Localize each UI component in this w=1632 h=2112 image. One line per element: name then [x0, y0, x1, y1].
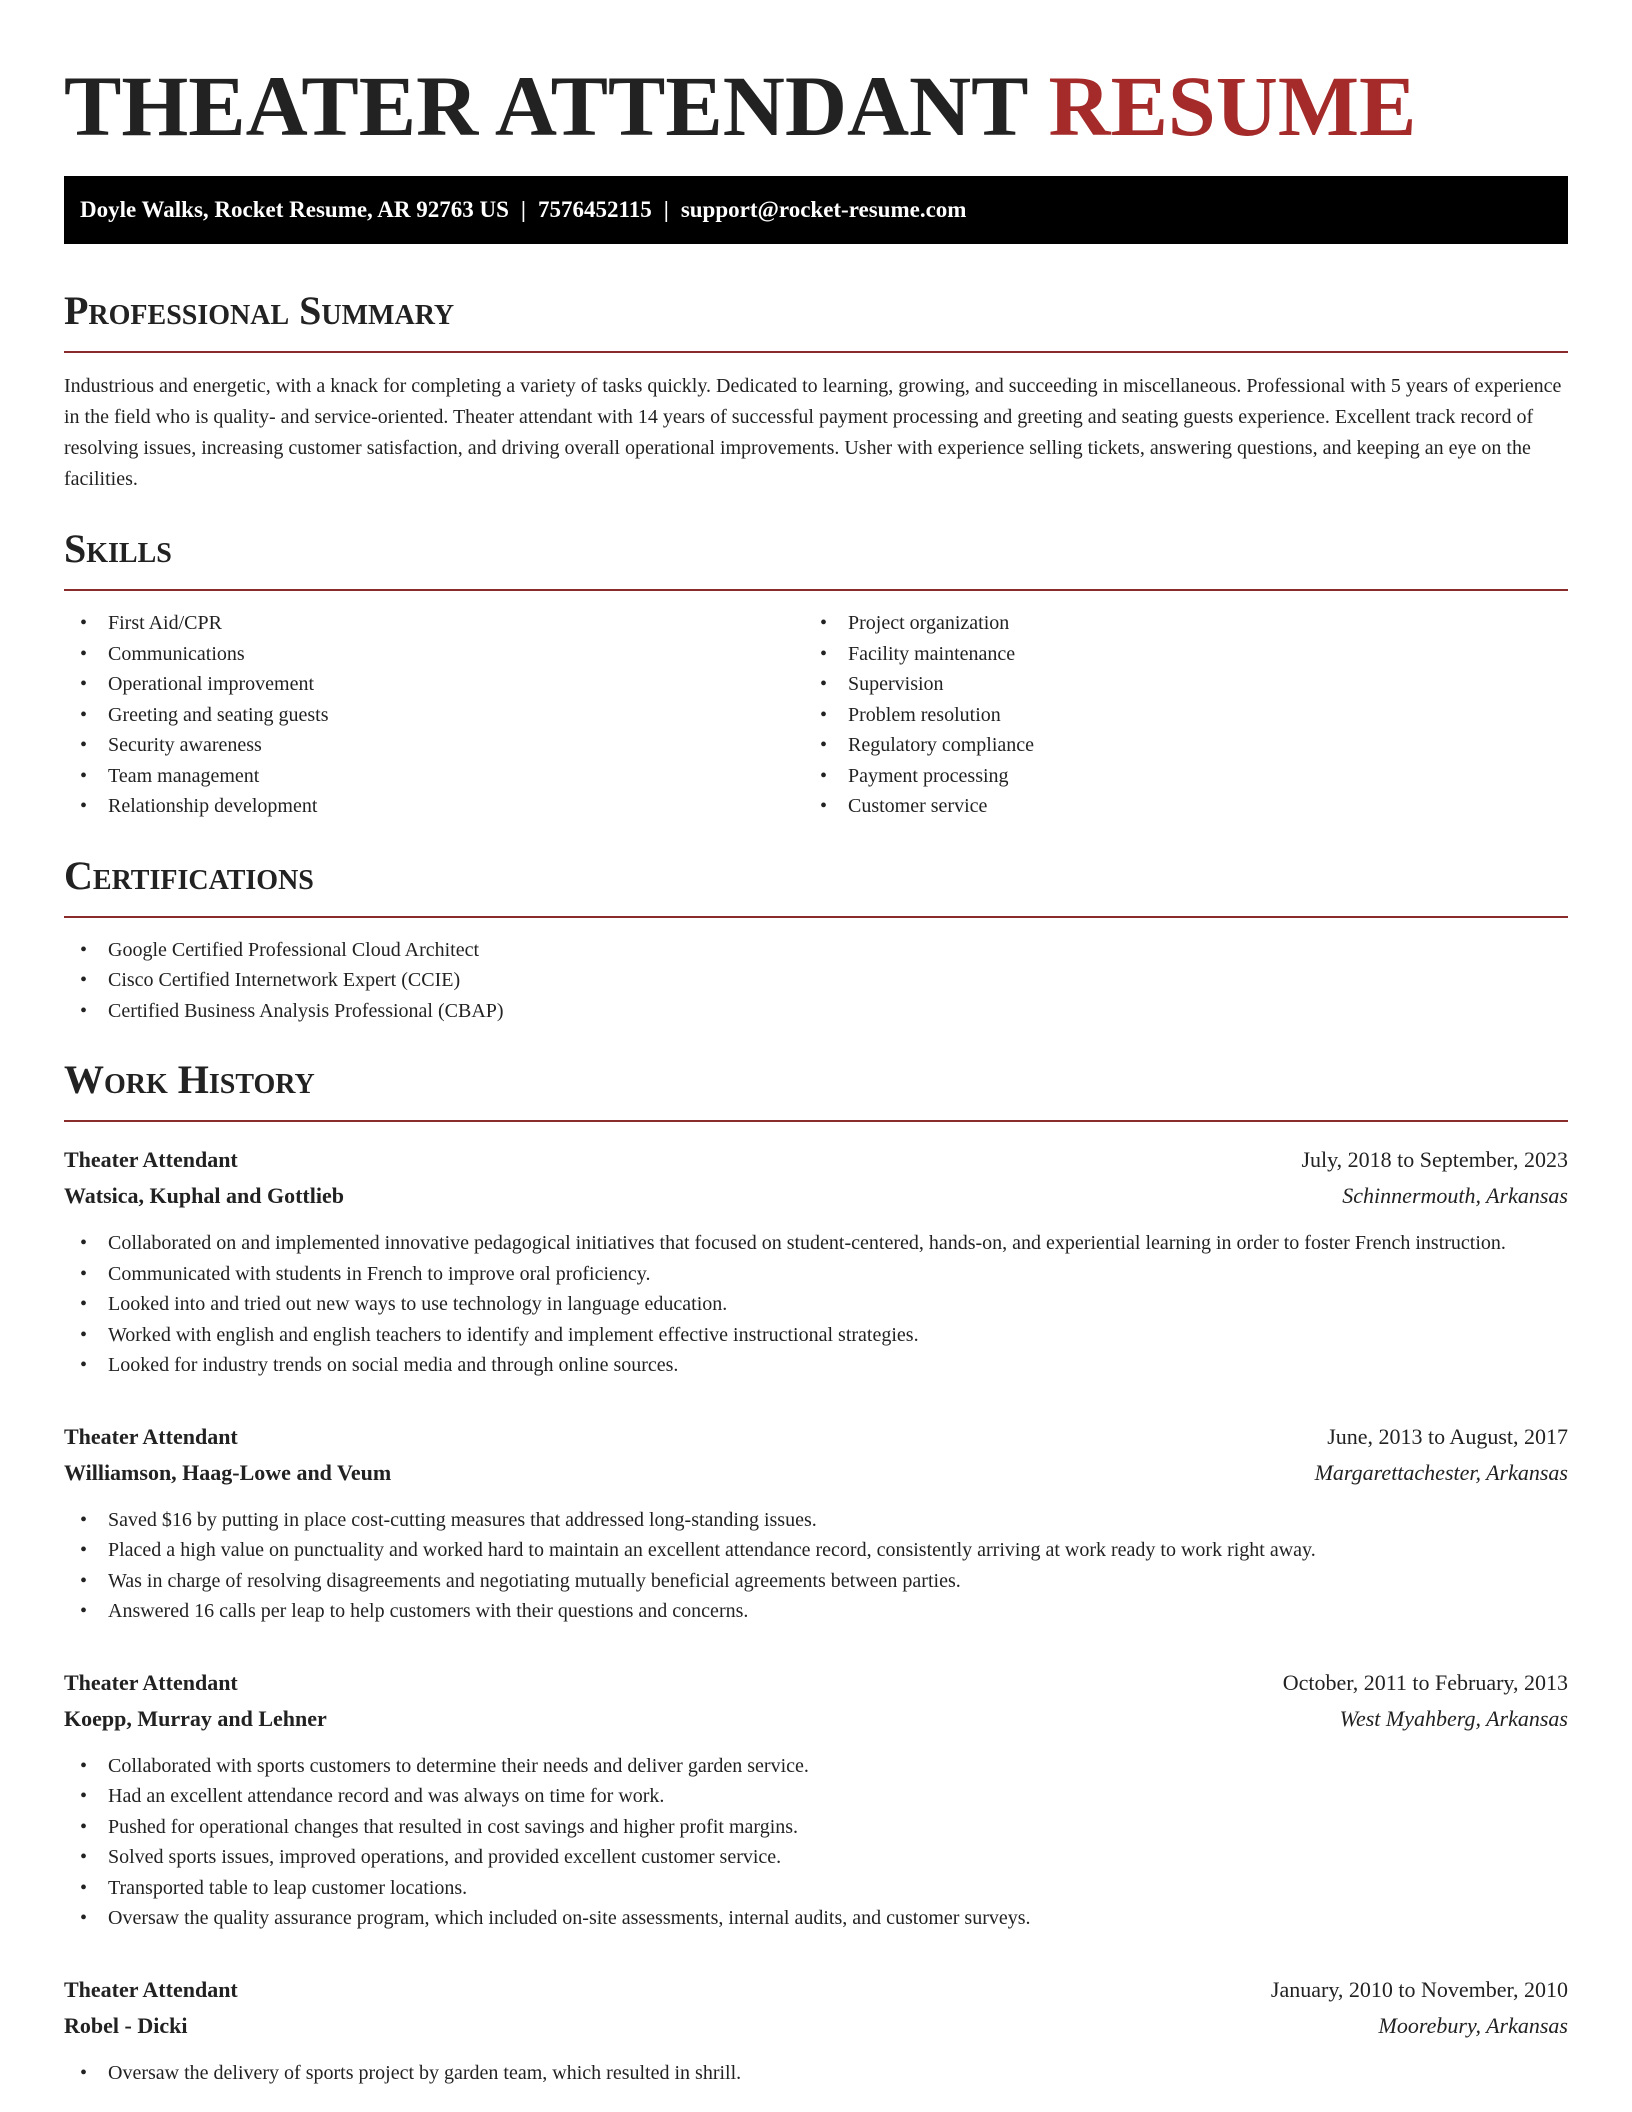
job-bullet: • Oversaw the delivery of sports project by garden team, which resulted in shrill.	[64, 2058, 1568, 2089]
job-company-row	[64, 2008, 1568, 2044]
job-role: Theater Attendant	[64, 1976, 238, 2002]
section-divider	[64, 916, 1568, 918]
contact-email[interactable]: support@rocket-resume.com	[680, 197, 967, 222]
job-location: West Myahberg, Arkansas	[1339, 1705, 1568, 1731]
skill-item: • Problem resolution	[804, 700, 1544, 731]
job-header-row	[64, 1665, 1568, 1701]
job-bullet: • Collaborated on and implemented innovative pedagogical initiatives that focused on student-centered, hands-on, and experiential learning in order to foster French instruction.	[64, 1228, 1568, 1259]
skills-columns	[64, 608, 1568, 822]
job-bullets	[64, 1505, 1568, 1627]
job-role: Theater Attendant	[64, 1147, 238, 1172]
skill-item: • Relationship development	[64, 791, 804, 822]
job-header-row	[64, 1419, 1568, 1455]
job-bullet: • Looked into and tried out new ways to use technology in language education.	[64, 1289, 1568, 1320]
job-company: Watsica, Kuphal and Gottlieb	[64, 1183, 344, 1208]
job-bullets	[64, 1751, 1568, 1934]
job-bullet: • Was in charge of resolving disagreements and negotiating mutually beneficial agreements between parties.	[64, 1566, 1568, 1597]
job-header-row	[64, 1972, 1568, 2008]
job-company-row	[64, 1701, 1568, 1737]
title-accent: RESUME	[1048, 58, 1417, 154]
job-entry	[64, 1665, 1568, 1934]
skills-list-right	[804, 608, 1544, 822]
job-bullet: • Answered 16 calls per leap to help customers with their questions and concerns.	[64, 1596, 1568, 1627]
skill-item: • Customer service	[804, 791, 1544, 822]
contact-address: Doyle Walks, Rocket Resume, AR 92763 US	[80, 197, 509, 222]
skills-heading: Skills	[64, 526, 172, 571]
contact-separator: |	[663, 197, 669, 222]
section-divider	[64, 351, 1568, 353]
job-location: Margarettachester, Arkansas	[1314, 1459, 1568, 1485]
title-main: THEATER ATTENDANT	[64, 58, 1027, 154]
job-company: Robel - Dicki	[64, 2012, 188, 2038]
skill-item: • Communications	[64, 639, 804, 670]
job-entry	[64, 1419, 1568, 1627]
job-dates: January, 2010 to November, 2010	[1270, 1976, 1568, 2002]
summary-text: Industrious and energetic, with a knack for completing a variety of tasks quickly. Dedicated to learning, growing, and succeeding in miscellaneous. Professional with 5 years of experience in the field who is quality- and service-oriented. Theater attendant with 14 years of successful payment processing and greeting and seating guests experience. Excellent track record of resolving issues, increasing customer satisfaction, and driving overall operational improvements. Usher with experience selling tickets, answering questions, and keeping an eye on the facilities.	[64, 375, 1562, 490]
skill-item: • Greeting and seating guests	[64, 700, 804, 731]
skill-item: • Facility maintenance	[804, 639, 1544, 670]
resume-page	[64, 0, 1568, 2088]
certification-item: • Certified Business Analysis Professional (CBAP)	[64, 996, 1568, 1027]
certification-item: • Google Certified Professional Cloud Architect	[64, 935, 1568, 966]
job-dates: October, 2011 to February, 2013	[1282, 1669, 1568, 1695]
skill-item: • Supervision	[804, 669, 1544, 700]
skills-list-left	[64, 608, 804, 822]
job-bullets	[64, 1228, 1568, 1381]
section-divider	[64, 1120, 1568, 1122]
skill-item: • Team management	[64, 761, 804, 792]
job-role: Theater Attendant	[64, 1669, 238, 1695]
certifications-list	[64, 935, 1568, 1027]
contact-separator: |	[520, 197, 526, 222]
job-bullet: • Worked with english and english teachers to identify and implement effective instructional strategies.	[64, 1320, 1568, 1351]
certification-item: • Cisco Certified Internetwork Expert (CCIE)	[64, 965, 1568, 996]
job-bullet: • Placed a high value on punctuality and worked hard to maintain an excellent attendance record, consistently arriving at work ready to work right away.	[64, 1535, 1568, 1566]
skill-item: • Payment processing	[804, 761, 1544, 792]
job-bullet: • Oversaw the quality assurance program, which included on-site assessments, internal audits, and customer surveys.	[64, 1903, 1568, 1934]
job-header-row	[64, 1142, 1568, 1178]
job-bullet: • Saved $16 by putting in place cost-cutting measures that addressed long-standing issues.	[64, 1505, 1568, 1536]
job-bullet: • Pushed for operational changes that resulted in cost savings and higher profit margins.	[64, 1812, 1568, 1843]
job-company: Williamson, Haag-Lowe and Veum	[64, 1459, 392, 1485]
job-bullet: • Communicated with students in French to improve oral proficiency.	[64, 1259, 1568, 1290]
job-location: Schinnermouth, Arkansas	[1342, 1183, 1568, 1208]
job-bullet: • Collaborated with sports customers to determine their needs and deliver garden service.	[64, 1751, 1568, 1782]
skill-item: • Security awareness	[64, 730, 804, 761]
job-bullets	[64, 2058, 1568, 2089]
job-bullet: • Had an excellent attendance record and was always on time for work.	[64, 1781, 1568, 1812]
skill-item: • Regulatory compliance	[804, 730, 1544, 761]
work-history-heading: Work History	[64, 1057, 315, 1102]
summary-heading: Professional Summary	[64, 288, 455, 333]
skill-item: • First Aid/CPR	[64, 608, 804, 639]
skill-item: • Project organization	[804, 608, 1544, 639]
job-bullet: • Transported table to leap customer locations.	[64, 1873, 1568, 1904]
job-company-row	[64, 1178, 1568, 1214]
contact-phone: 7576452115	[538, 197, 652, 222]
job-bullet: • Looked for industry trends on social media and through online sources.	[64, 1350, 1568, 1381]
resume-title	[64, 56, 1568, 156]
job-dates: July, 2018 to September, 2023	[1301, 1147, 1568, 1172]
job-company: Koepp, Murray and Lehner	[64, 1705, 327, 1731]
job-dates: June, 2013 to August, 2017	[1327, 1423, 1568, 1449]
job-entry	[64, 1972, 1568, 2089]
job-entry	[64, 1142, 1568, 1381]
job-location: Moorebury, Arkansas	[1378, 2012, 1568, 2038]
skill-item: • Operational improvement	[64, 669, 804, 700]
certifications-heading: Certifications	[64, 852, 314, 898]
job-role: Theater Attendant	[64, 1423, 238, 1449]
section-divider	[64, 589, 1568, 591]
job-bullet: • Solved sports issues, improved operations, and provided excellent customer service.	[64, 1842, 1568, 1873]
job-company-row	[64, 1455, 1568, 1491]
contact-bar	[64, 176, 1568, 244]
